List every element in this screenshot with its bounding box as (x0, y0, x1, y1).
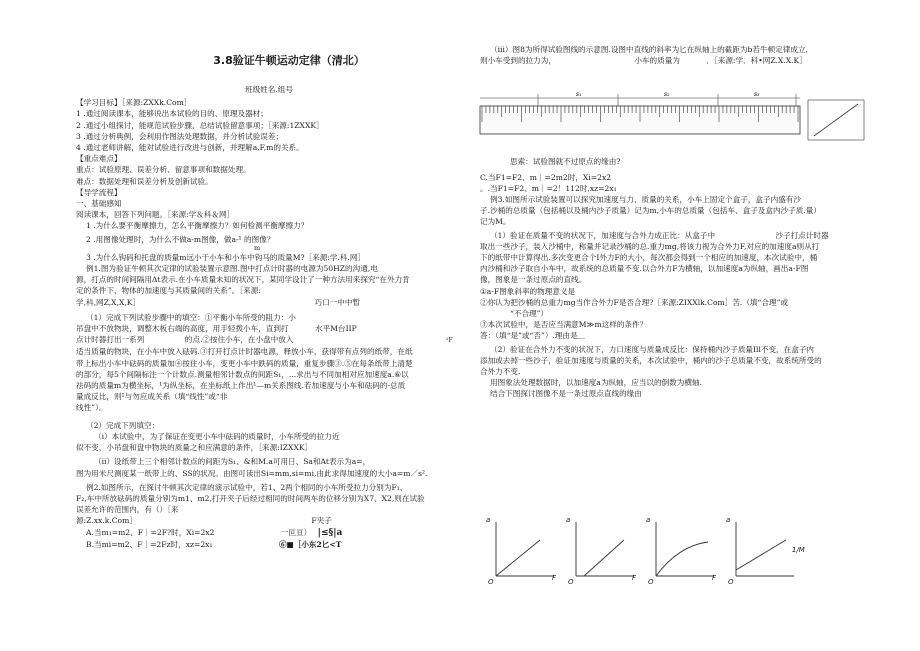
option-b-line (76, 539, 462, 550)
key-heading: 【重点难点】 (76, 154, 122, 164)
apparatus-label-2: 水平M台IIP (315, 324, 357, 334)
page-title: 3.8验证牛顿运动定律（清北） (213, 54, 365, 67)
ex3-part-1-line: 像，图象是一条过原点的直线。 (480, 275, 587, 285)
apparatus-label-3: ¹F (445, 337, 453, 345)
ex3-part-1-line: ①a-F图象斜率的物理意义是 (480, 286, 576, 296)
part-2-ii: （ii）设纸带上三个相邻计数点的间距为S₁、&和M.a可用日、Sa和At表示为a=， (94, 457, 371, 467)
ex3-part-1-line: 取出一些沙子，装入沙桶中，称量并记录沙桶的总.重力mg,将该力视为合外力F,对应的加速度a则从打 (480, 241, 820, 251)
goal-item: 2 .通过小组探讨，能规范试验步骤，总结试验留意事项；［来源:1ZXXK］ (76, 120, 324, 130)
basic-heading: 一、基础感知 (76, 199, 122, 209)
part-1-line: 量成反比，则¹与勿应成关系（填“线性”或“非 (76, 392, 228, 402)
graph-2-origin: O (568, 578, 574, 586)
option-d: 。.当F1=F2、m｜=2！112时,xz=2x₁ (480, 183, 617, 193)
example-2-line: 误差允许的范围内，有（）［来 (76, 505, 179, 515)
example-1-line: 源，打点的时间间隔用Δt表示.在小车质量未知的状况下，某同学设计了一种方法用来探究“在外力肯 (76, 275, 410, 285)
graph-4 (736, 522, 794, 576)
option-a-line (76, 527, 462, 539)
source-tag: ．［来源:学．科•网Z.X.X.K］ (706, 56, 807, 66)
graph-1-y: a (486, 516, 491, 524)
ex3-part-1-line: 内沙桶和沙子取自小车中，故系统的总质量不变.以合外力F为横轴，以加速度a为纵轴，画出a-F图 (480, 264, 809, 274)
part-2-ii-line: 图为用米尺测度某一纸带上的、SS的状况。由图可读出Si=mm,si=mi,由此求得加速度的大小a=m／s². (76, 468, 428, 478)
graph-4-origin: O (728, 578, 734, 586)
example-1-source: 学,科,网Z,X,X,K］ (76, 297, 141, 307)
graph-1-x: F (552, 574, 557, 582)
key-line: 难点：数据处理和误差分析及创新试验。 (76, 176, 213, 186)
part-1-line (76, 323, 462, 334)
figure-label-bold: |≤§|a (317, 527, 343, 538)
graph-3 (656, 522, 714, 576)
ex3-part-2: （2）验证在合外力不变的状况下，力口速度与质量成反比：保持桶内沙子质量Ill不变，在盒子内 (490, 344, 815, 354)
graph-row (488, 516, 818, 588)
question-2 (76, 234, 462, 245)
ex3-part-1 (480, 230, 870, 241)
ex3-part-2-line: 合外力不变. (480, 367, 521, 377)
graph-1-origin: O (488, 578, 494, 586)
clip-label: F夹子 (311, 516, 332, 526)
ex3-part-2-line: 添加或去掉一些沙子，验证加速度与质量的关系，本次试验中，桶内的沙子总质量不变，故系统所受的 (480, 355, 822, 365)
ex3-part-1-line: 下的纸带中计算得出.多次变更合个I外力F的大小，每次都会得到一个相应的加速度，本次试验中，桶 (480, 253, 818, 263)
part-2-i: （i）本试验中，为了保证在变更小车中砝码的质量时，小车所受的拉力近 (94, 431, 340, 441)
figure-label-2: ⑥■［小东2匕<T (278, 539, 342, 549)
ruler-label-s1: s₁ (576, 91, 582, 98)
example-3-line: 子.沙桶的总质量（包括桶以及桶内沙子质量）记为m,小车的总质量（包括车、盒子及盒内沙子质.量） (480, 206, 821, 216)
apparatus-label: 巧口一中中暂 (314, 297, 361, 307)
part-2: （2）完成下列填空： (86, 420, 160, 430)
example-1-line: 定的条件下，物体的加速度与其质量间的关系”。［来源: (76, 286, 261, 296)
ex3-part-1-text: （1）验证在质量不变的状况下，加速度与合外力成正比：从盒子中 (490, 230, 716, 240)
ruler-graphic (480, 94, 864, 140)
graph-2-x: F (632, 574, 637, 582)
ruler-label-s3: s₃ (754, 91, 760, 98)
part-1-text: 点计时器打出一系列 (76, 335, 145, 345)
example-2: 例2.如图所示，在探讨牛顿其次定律的演示试验中，若1、2两个相同的小车所受拉力分别为F₁、 (86, 482, 408, 492)
option-c: C.当F1=F2、m｜=2m2时，Xi=2x2 (480, 172, 612, 182)
question-2-text: 2 .用图像处理时，为什么不做a-m图像，做a-¹ 的图像？ (86, 234, 275, 244)
part-1-text-mid: 的点.②按住小车，在小盘中放入 (184, 335, 294, 345)
apparatus-label-4: 沙子打点计时器 (775, 230, 829, 240)
graph-4-y: a (726, 516, 731, 524)
flow-heading: 【导学流程】 (76, 187, 122, 197)
part-2-iii: （iii）图8为所得试验图线的示意图.设图中直线的斜率为匕在纵轴上的截距为b若牛顿定律成立, (490, 45, 808, 54)
option-a: A.当m₁=m2、F｜=2F?时，Xi=2x2 (86, 527, 215, 537)
left-column (76, 54, 462, 550)
part-1-line (76, 334, 462, 346)
example-1: 例1.图为验证牛顿其次定律的试验装置示意图.图中打点计时器的电源为50HZ的沟通,电 (86, 264, 378, 274)
goal-item: 3 .通过分析典例，会利用作图法处理数据，并分析试验误差； (76, 131, 284, 141)
mass-blank: 小车的质量为 (634, 56, 680, 66)
part-1-line: 适当质量的物块，在小车中放入砝码.③打开打点计时器电源，释放小车，获得带有点列的纸带，在纸 (76, 347, 413, 357)
figure-label: 一叵亘） (280, 527, 312, 537)
class-line: 班级姓名.组号 (245, 85, 293, 94)
graph-2 (576, 522, 634, 576)
part-1-line: 带上标出小车中砝码的质量加④按住小车，变更小车中跌码的质量，重复步骤③.⑤在每条纸带上清楚 (76, 358, 413, 368)
ruler-figure (478, 88, 868, 150)
example-2-line: F₂,车中所放砝码的质量分别为m1、m2,打开夹子后经过相同的时间两车的位移分别为X7、X2,则在试验 (76, 493, 425, 503)
goals-heading: 【学习目标】［来源:ZXXk.Com］ (76, 98, 192, 108)
example-3: 例3.如图所示试验装置可以探究加速度与力、质量的关系，小车上固定个盒子，盒子内盛有沙 (490, 195, 801, 205)
graph-3-x: F (712, 574, 717, 582)
goal-item: 4 .通过老师讲解，能对试验进行改进与创新，并理解a,F,m的关系。 (76, 143, 304, 153)
question-1: 1 .为什么要平衡摩擦力，怎么平衡摩擦力？如何检测平衡摩擦力？ (86, 221, 309, 231)
graph-3-origin: O (648, 578, 654, 586)
example-2-line (76, 515, 462, 526)
ex3-part-2-line: 结合下图探讨图像不是一条过原点直线的缘由 (490, 389, 642, 399)
question-2-sub: m (254, 244, 261, 252)
example-3-line: 记为M。 (480, 217, 511, 227)
graph-1 (496, 522, 554, 576)
question-3: 3 .为什么钩码和托盘的质量m远小于小车和小车中钩马的质量M?［来源:学.科.网］ (86, 252, 366, 262)
force-blank: 则小车受到的拉力为， (480, 56, 556, 66)
key-line: 重点：试验原理、误差分析、留意事项和数据处理。 (76, 165, 251, 175)
part-1-text: 吊盘中不放物块，调整木板右端的高度，用手轻拨小车，直到打 (76, 324, 289, 334)
goal-item: 1 .通过阅读课本，能够说出本试验的目的、原理及器材； (76, 109, 268, 119)
example-2-source: 源:Z.xx.k.Com］ (76, 516, 137, 526)
graph-3-y: a (646, 516, 651, 524)
think-line: 思索：试验图就不过原点的缘由? (510, 157, 621, 167)
option-b: B.当mi=m2、F｜=2Fz时，xz=2x₁ (86, 539, 213, 549)
read-line: 阅读课本，回答下列问题。［来源:学＆科＆网］ (76, 210, 235, 220)
graph-4-x: 1/M (792, 546, 805, 554)
part-1-line: 祛码的质量m为横坐标，¹为纵坐标，在坐标纸上作出¹—m关系图线.若加速度与小车和砝码的-总质 (76, 381, 406, 391)
ex3-part-1-line: ②你认为把沙桶的总重力mg当作合外力F是否合理?［来源:ZIXXlk.Com］苦.（填“合理”或 (480, 297, 789, 307)
ex3-part-2-line: 用图象法处理数据时，以加速度a为纵轴，应当以的倒数为横轴. (490, 378, 702, 388)
part-1-line: 线性”）。 (76, 403, 107, 413)
part-2-i-line: 似不变，小吊盘和盘中物块的质量之和应满意的条件，［来源:IZXXK］ (76, 443, 313, 453)
graph-2-y: a (566, 516, 571, 524)
part-1: （1）完成下列试验步骤中的填空：①平衡小车所受的阻力：小 (86, 312, 296, 322)
part-1-line: 的部分，每5个间隔标注一个计数点.测量相邻计数点的间距S₁，...求出与不同加相对应加速度a.⑥以 (76, 369, 409, 379)
ex3-part-1-line: 答：（填“是”或“否”）.理由是＿ (480, 331, 586, 341)
ruler-label-s2: s₂ (664, 91, 670, 98)
part-2-iii-line (480, 55, 870, 66)
ex3-part-1-line: “不合理”） (510, 309, 549, 319)
example-1-line (76, 297, 462, 308)
ex3-part-1-line: ③本次试验中，是否应当满意M≫m这样的条件？ (480, 320, 648, 330)
